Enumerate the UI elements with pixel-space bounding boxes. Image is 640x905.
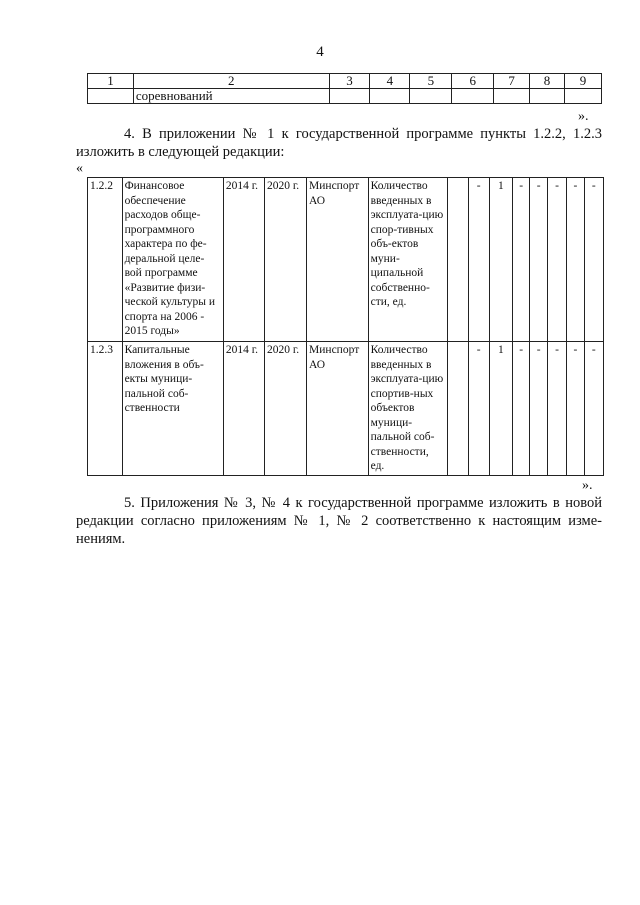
opening-quote: « — [76, 161, 83, 176]
row-start-year: 2014 г. — [223, 342, 264, 476]
column-number-row — [88, 74, 602, 89]
row-code: 1.2.3 — [88, 342, 123, 476]
row-value: - — [547, 342, 566, 476]
col-number-5: 5 — [410, 74, 452, 89]
row-executor: Минспорт АО — [307, 178, 369, 342]
header-table — [87, 73, 602, 104]
row-value: - — [584, 342, 603, 476]
row-end-year: 2020 г. — [264, 178, 306, 342]
paragraph-5: 5. Приложения № 3, № 4 к государственной программе изложить в новой редакции согласно приложениям № 1, № 2 соответственно к настоящим изме-нениям. — [76, 495, 602, 547]
row-value: - — [530, 342, 547, 476]
row-value: - — [512, 178, 529, 342]
table-row — [88, 342, 604, 476]
table-row — [88, 178, 604, 342]
row-value: 1 — [489, 342, 512, 476]
row-value: - — [512, 342, 529, 476]
col-number-6: 6 — [452, 74, 494, 89]
closing-quote-bottom: ». — [582, 478, 593, 493]
col-number-1: 1 — [88, 74, 134, 89]
row-value: - — [567, 178, 584, 342]
row-start-year: 2014 г. — [223, 178, 264, 342]
row-value: - — [567, 342, 584, 476]
row-indicator: Количество введенных в эксплуата-цию спортив-ных объектов муници-пальной соб-ственности, ед. — [368, 342, 447, 476]
continuation-cell: соревнований — [133, 89, 329, 104]
row-executor: Минспорт АО — [307, 342, 369, 476]
row-end-year: 2020 г. — [264, 342, 306, 476]
row-indicator: Количество введенных в эксплуата-цию спор-тивных объ-ектов муни-ципальной собственно-сти, ед. — [368, 178, 447, 342]
row-value: - — [584, 178, 603, 342]
col-number-3: 3 — [329, 74, 370, 89]
row-value: - — [468, 178, 489, 342]
row-code: 1.2.2 — [88, 178, 123, 342]
row-value: 1 — [489, 178, 512, 342]
row-value: - — [547, 178, 566, 342]
row-value: - — [468, 342, 489, 476]
program-table — [87, 177, 604, 476]
col-number-4: 4 — [370, 74, 410, 89]
col-number-8: 8 — [530, 74, 565, 89]
closing-quote-top: ». — [578, 109, 589, 124]
continuation-row — [88, 89, 602, 104]
paragraph-4: 4. В приложении № 1 к государственной программе пункты 1.2.2, 1.2.3 изложить в следующей редакции: — [76, 126, 602, 160]
row-name: Финансовое обеспечение расходов обще-программного характера по фе-деральной целе-вой программе «Развитие физи-ческой культуры и спорта на 2006 - 2015 годы» — [122, 178, 223, 342]
page-number: 4 — [316, 44, 324, 60]
col-number-2: 2 — [133, 74, 329, 89]
col-number-7: 7 — [494, 74, 530, 89]
row-value: - — [530, 178, 547, 342]
col-number-9: 9 — [565, 74, 602, 89]
row-value — [447, 342, 468, 476]
row-value — [447, 178, 468, 342]
row-name: Капитальные вложения в объ-екты муници-пальной соб-ственности — [122, 342, 223, 476]
